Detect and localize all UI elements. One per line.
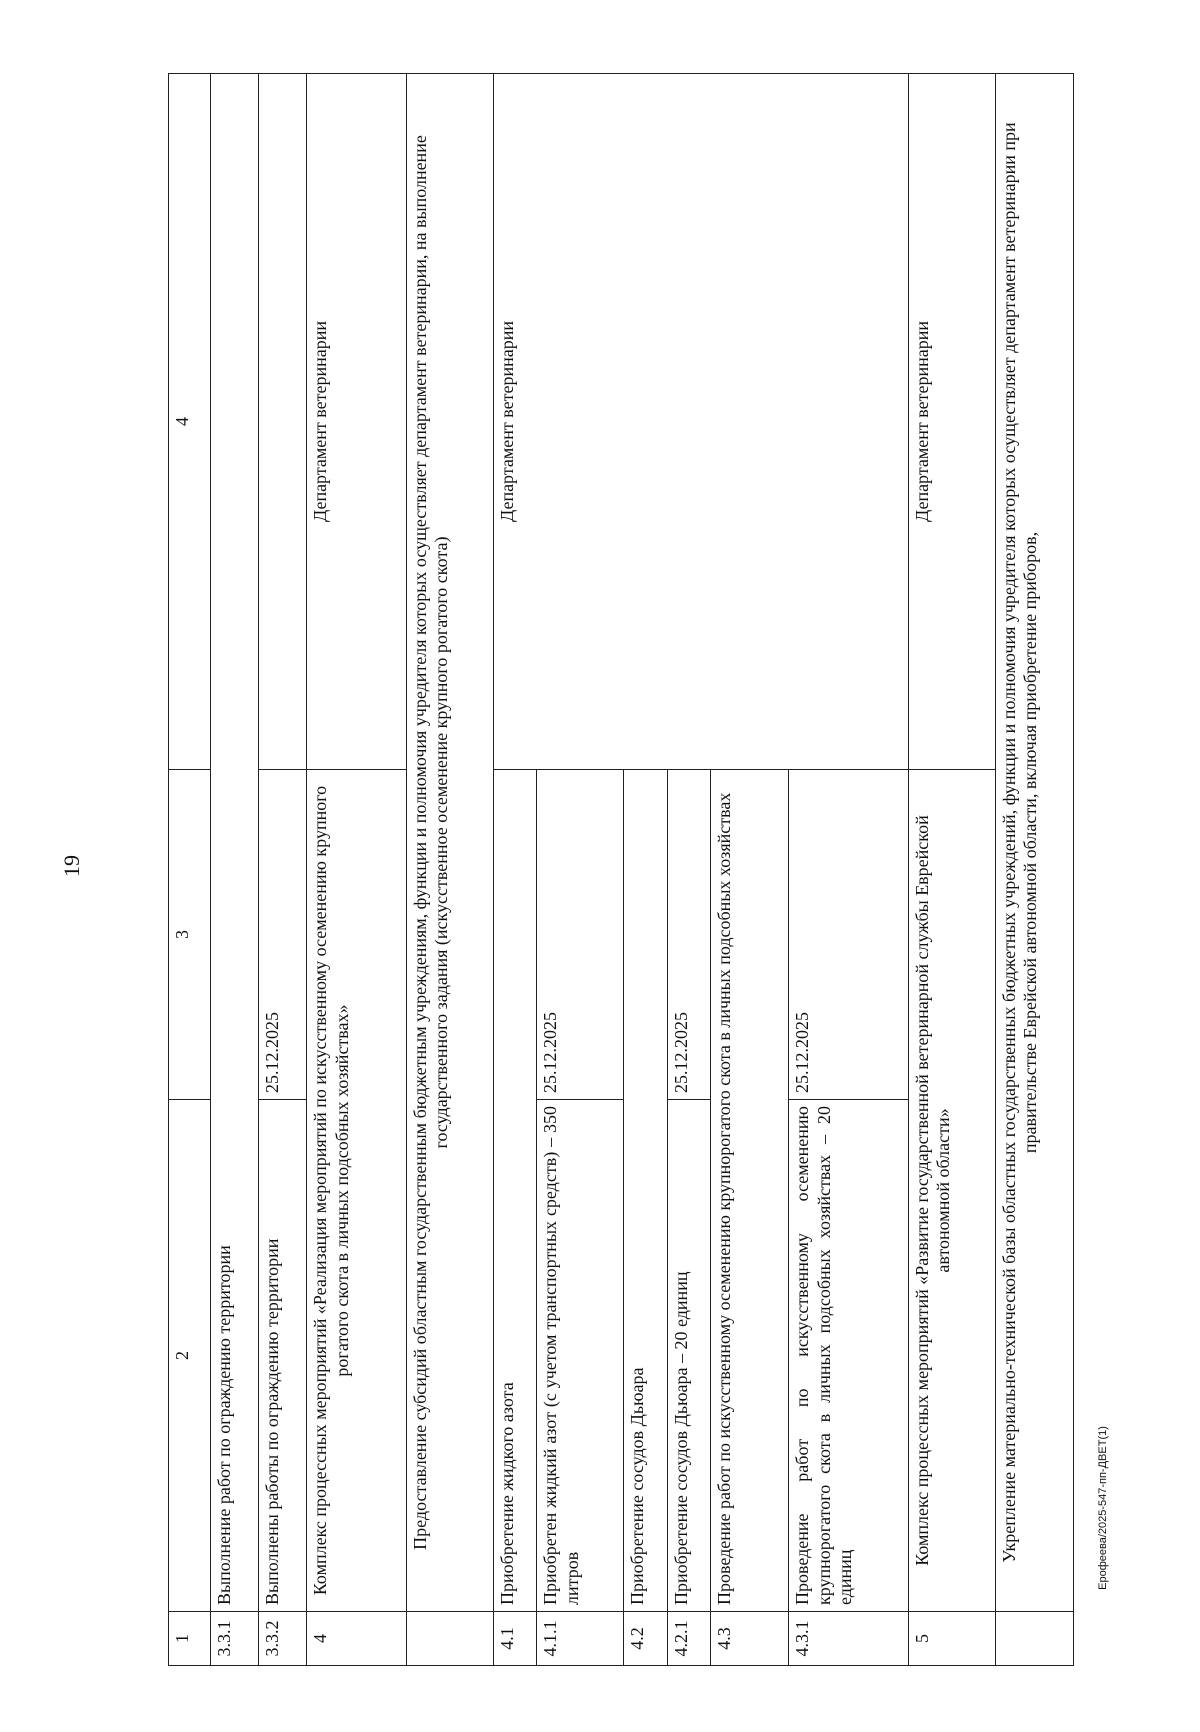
row-text: Приобретение сосудов Дьюара – 20 единиц xyxy=(667,1100,710,1612)
row-text: Проведение работ по искусственному осеменению крупнорогатого скота в личных подсобных хозяйствах xyxy=(711,770,789,1612)
row-date: 25.12.2025 xyxy=(537,770,624,1100)
table-header-row xyxy=(169,74,211,1666)
row-text: Выполнены работы по ограждению территории xyxy=(259,1100,307,1612)
task-text: Укрепление материально-технической базы областных государственных бюджетных учреждений, функции и полномочия учредителя которых осуществляет департамент ветеринарии при правительстве Еврейской автономной области, включая приобретение приборов, xyxy=(995,74,1073,1612)
row-number: 4.2 xyxy=(624,1612,667,1666)
table-row-3-3-1 xyxy=(211,74,259,1666)
row-number: 5 xyxy=(908,1612,995,1666)
row-number xyxy=(995,1612,1073,1666)
page-number: 19 xyxy=(59,855,84,877)
header-col-3: 3 xyxy=(169,770,211,1100)
row-number: 4.2.1 xyxy=(667,1612,710,1666)
table-row-3-3-2 xyxy=(259,74,307,1666)
row-number: 4.1.1 xyxy=(537,1612,624,1666)
table-row-4-1 xyxy=(493,74,536,1666)
row-number: 3.3.2 xyxy=(259,1612,307,1666)
row-number: 3.3.1 xyxy=(211,1612,259,1666)
row-number: 4.3.1 xyxy=(789,1612,909,1666)
header-col-1: 1 xyxy=(169,1612,211,1666)
row-text: Проведение работ по искусственному осеменению крупнорогатого скота в личных подсобных хозяйствах – 20 единиц xyxy=(789,1100,909,1612)
row-text: Приобретение жидкого азота xyxy=(493,770,536,1612)
row-date: 25.12.2025 xyxy=(667,770,710,1100)
section-row-5 xyxy=(908,74,995,1666)
task-text: Предоставление субсидий областным государственным бюджетным учреждениям, функции и полномочия учредителя которых осуществляет департамент ветеринарии, на выполнение государственного задания (искусственное осеменение крупного рогатого скота) xyxy=(406,74,493,1612)
task-row-4 xyxy=(406,74,493,1666)
section-dept: Департамент ветеринарии xyxy=(306,74,406,770)
section-dept: Департамент ветеринарии xyxy=(908,74,995,770)
row-dept: Департамент ветеринарии xyxy=(493,74,908,770)
rotated-table-frame xyxy=(168,74,1074,1666)
section-row-4 xyxy=(306,74,406,1666)
measures-table xyxy=(168,73,1074,1666)
row-number: 4.3 xyxy=(711,1612,789,1666)
document-code: Ерофеева/2025-547-пп-ДВЕТ(1) xyxy=(1097,1426,1109,1590)
header-col-2: 2 xyxy=(169,1100,211,1612)
row-text: Приобретение сосудов Дьюара xyxy=(624,770,667,1612)
row-date: 25.12.2025 xyxy=(789,770,909,1100)
row-number xyxy=(406,1612,493,1666)
row-number: 4 xyxy=(306,1612,406,1666)
row-text: Приобретен жидкий азот (с учетом транспортных средств) – 350 литров xyxy=(537,1100,624,1612)
row-text: Выполнение работ по ограждению территории xyxy=(211,74,259,1612)
task-row-5 xyxy=(995,74,1073,1666)
section-title: Комплекс процессных мероприятий «Развитие государственной ветеринарной службы Еврейской автономной области» xyxy=(908,770,995,1612)
row-date: 25.12.2025 xyxy=(259,770,307,1100)
row-number: 4.1 xyxy=(493,1612,536,1666)
section-title: Комплекс процессных мероприятий «Реализация мероприятий по искусственному осеменению крупного рогатого скота в личных подсобных хозяйствах» xyxy=(306,770,406,1612)
header-col-4: 4 xyxy=(169,74,211,770)
row-dept xyxy=(259,74,307,770)
